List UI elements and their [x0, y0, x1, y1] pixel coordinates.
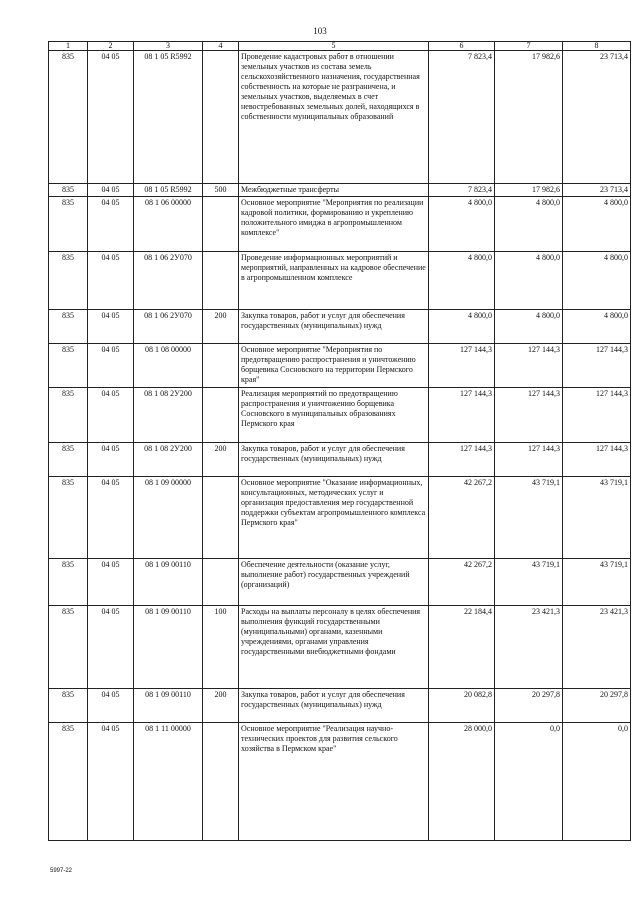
cell-expense-type: [203, 51, 239, 184]
cell-amount-2: 127 144,3: [495, 388, 563, 443]
cell-amount-2: 20 297,8: [495, 689, 563, 723]
cell-expense-type: [203, 344, 239, 388]
cell-amount-1: 20 082,8: [429, 689, 495, 723]
cell-amount-3: 4 800,0: [563, 252, 631, 310]
table-row: [49, 197, 631, 252]
cell-amount-1: 28 000,0: [429, 723, 495, 841]
cell-amount-2: 17 982,6: [495, 51, 563, 184]
cell-amount-3: 127 144,3: [563, 443, 631, 477]
table-row: [49, 723, 631, 841]
cell-expense-type: 500: [203, 184, 239, 197]
cell-ministry: 835: [49, 443, 88, 477]
cell-target-article: 08 1 06 2У070: [134, 310, 203, 344]
column-header: 6: [429, 42, 495, 51]
cell-description: Межбюджетные трансферты: [239, 184, 429, 197]
cell-ministry: 835: [49, 184, 88, 197]
cell-ministry: 835: [49, 310, 88, 344]
cell-expense-type: [203, 559, 239, 606]
cell-amount-1: 7 823,4: [429, 184, 495, 197]
cell-description: Проведение информационных мероприятий и мероприятий, направленных на кадровое обеспечение в агропромышленном комплексе: [239, 252, 429, 310]
cell-section: 04 05: [88, 51, 134, 184]
table-row: [49, 252, 631, 310]
budget-table: [48, 41, 631, 841]
cell-amount-2: 23 421,3: [495, 606, 563, 689]
column-header: 5: [239, 42, 429, 51]
column-header: 7: [495, 42, 563, 51]
table-row: [49, 443, 631, 477]
cell-description: Закупка товаров, работ и услуг для обеспечения государственных (муниципальных) нужд: [239, 443, 429, 477]
cell-amount-2: 4 800,0: [495, 252, 563, 310]
cell-target-article: 08 1 08 00000: [134, 344, 203, 388]
cell-section: 04 05: [88, 559, 134, 606]
cell-section: 04 05: [88, 197, 134, 252]
column-header: 3: [134, 42, 203, 51]
cell-amount-3: 23 421,3: [563, 606, 631, 689]
cell-amount-3: 4 800,0: [563, 310, 631, 344]
cell-description: Закупка товаров, работ и услуг для обеспечения государственных (муниципальных) нужд: [239, 310, 429, 344]
cell-description: Обеспечение деятельности (оказание услуг, выполнение работ) государственных учреждений (организаций): [239, 559, 429, 606]
cell-amount-3: 23 713,4: [563, 51, 631, 184]
cell-target-article: 08 1 09 00110: [134, 689, 203, 723]
cell-section: 04 05: [88, 443, 134, 477]
table-row: [49, 477, 631, 559]
cell-amount-2: 43 719,1: [495, 477, 563, 559]
cell-section: 04 05: [88, 310, 134, 344]
cell-target-article: 08 1 09 00110: [134, 606, 203, 689]
cell-ministry: 835: [49, 689, 88, 723]
cell-description: Основное мероприятие "Реализация научно-технических проектов для развития сельского хозяйства в Пермском крае": [239, 723, 429, 841]
cell-amount-3: 43 719,1: [563, 477, 631, 559]
cell-amount-2: 43 719,1: [495, 559, 563, 606]
cell-ministry: 835: [49, 252, 88, 310]
cell-expense-type: 200: [203, 310, 239, 344]
cell-section: 04 05: [88, 689, 134, 723]
cell-amount-2: 127 144,3: [495, 344, 563, 388]
cell-target-article: 08 1 09 00000: [134, 477, 203, 559]
cell-section: 04 05: [88, 344, 134, 388]
cell-expense-type: [203, 252, 239, 310]
cell-section: 04 05: [88, 388, 134, 443]
cell-amount-1: 4 800,0: [429, 310, 495, 344]
cell-ministry: 835: [49, 388, 88, 443]
cell-expense-type: [203, 723, 239, 841]
cell-amount-1: 127 144,3: [429, 344, 495, 388]
cell-section: 04 05: [88, 477, 134, 559]
cell-ministry: 835: [49, 344, 88, 388]
cell-amount-2: 4 800,0: [495, 197, 563, 252]
column-header: 8: [563, 42, 631, 51]
cell-description: Закупка товаров, работ и услуг для обеспечения государственных (муниципальных) нужд: [239, 689, 429, 723]
table-row: [49, 689, 631, 723]
cell-target-article: 08 1 06 00000: [134, 197, 203, 252]
table-row: [49, 184, 631, 197]
cell-target-article: 08 1 06 2У070: [134, 252, 203, 310]
cell-expense-type: [203, 197, 239, 252]
cell-expense-type: 100: [203, 606, 239, 689]
cell-ministry: 835: [49, 723, 88, 841]
cell-target-article: 08 1 09 00110: [134, 559, 203, 606]
cell-expense-type: [203, 388, 239, 443]
cell-expense-type: 200: [203, 443, 239, 477]
page-number: 103: [313, 26, 327, 36]
cell-amount-2: 17 982,6: [495, 184, 563, 197]
cell-target-article: 08 1 05 R5992: [134, 51, 203, 184]
table-row: [49, 388, 631, 443]
cell-amount-2: 127 144,3: [495, 443, 563, 477]
cell-amount-3: 4 800,0: [563, 197, 631, 252]
cell-description: Основное мероприятие "Мероприятия по реализации кадровой политики, формированию и укреплению положительного имиджа в агропромышленном комплексе": [239, 197, 429, 252]
cell-description: Реализация мероприятий по предотвращению распространения и уничтожению борщевика Сосновского в муниципальных образованиях Пермского края: [239, 388, 429, 443]
cell-description: Проведение кадастровых работ в отношении земельных участков из состава земель сельскохозяйственного назначения, государственная собственность на которые не разграничена, и земельных участков, выделяемых в счет невостребованных земельных долей, находящихся в собственности муниципальных образований: [239, 51, 429, 184]
cell-amount-3: 43 719,1: [563, 559, 631, 606]
document-code: 5997-22: [50, 868, 73, 874]
cell-description: Основное мероприятие "Мероприятия по предотвращению распространения и уничтожению борщевика Сосновского на территории Пермского края": [239, 344, 429, 388]
cell-amount-3: 0,0: [563, 723, 631, 841]
header-row: [49, 42, 631, 51]
cell-amount-1: 42 267,2: [429, 477, 495, 559]
cell-section: 04 05: [88, 606, 134, 689]
cell-amount-3: 20 297,8: [563, 689, 631, 723]
table-row: [49, 310, 631, 344]
cell-ministry: 835: [49, 559, 88, 606]
cell-amount-1: 127 144,3: [429, 443, 495, 477]
cell-amount-1: 4 800,0: [429, 252, 495, 310]
cell-target-article: 08 1 08 2У200: [134, 443, 203, 477]
column-header: 1: [49, 42, 88, 51]
cell-amount-1: 22 184,4: [429, 606, 495, 689]
cell-section: 04 05: [88, 184, 134, 197]
cell-section: 04 05: [88, 252, 134, 310]
table-row: [49, 51, 631, 184]
cell-amount-3: 23 713,4: [563, 184, 631, 197]
cell-target-article: 08 1 08 2У200: [134, 388, 203, 443]
cell-expense-type: [203, 477, 239, 559]
cell-description: Расходы на выплаты персоналу в целях обеспечения выполнения функций государственными (муниципальными) органами, казенными учреждениями, органами управления государственными внебюджетными фондами: [239, 606, 429, 689]
cell-amount-1: 42 267,2: [429, 559, 495, 606]
cell-amount-2: 0,0: [495, 723, 563, 841]
cell-amount-3: 127 144,3: [563, 388, 631, 443]
cell-amount-3: 127 144,3: [563, 344, 631, 388]
cell-expense-type: 200: [203, 689, 239, 723]
cell-amount-1: 7 823,4: [429, 51, 495, 184]
cell-amount-1: 127 144,3: [429, 388, 495, 443]
cell-amount-1: 4 800,0: [429, 197, 495, 252]
cell-target-article: 08 1 05 R5992: [134, 184, 203, 197]
cell-ministry: 835: [49, 51, 88, 184]
column-header: 4: [203, 42, 239, 51]
cell-description: Основное мероприятие "Оказание информационных, консультационных, методических услуг и организация предоставления мер государственной поддержки субъектам агропромышленного комплекса Пермского края": [239, 477, 429, 559]
cell-ministry: 835: [49, 477, 88, 559]
cell-section: 04 05: [88, 723, 134, 841]
cell-target-article: 08 1 11 00000: [134, 723, 203, 841]
cell-amount-2: 4 800,0: [495, 310, 563, 344]
column-header: 2: [88, 42, 134, 51]
cell-ministry: 835: [49, 197, 88, 252]
cell-ministry: 835: [49, 606, 88, 689]
table-row: [49, 344, 631, 388]
table-row: [49, 559, 631, 606]
table-row: [49, 606, 631, 689]
